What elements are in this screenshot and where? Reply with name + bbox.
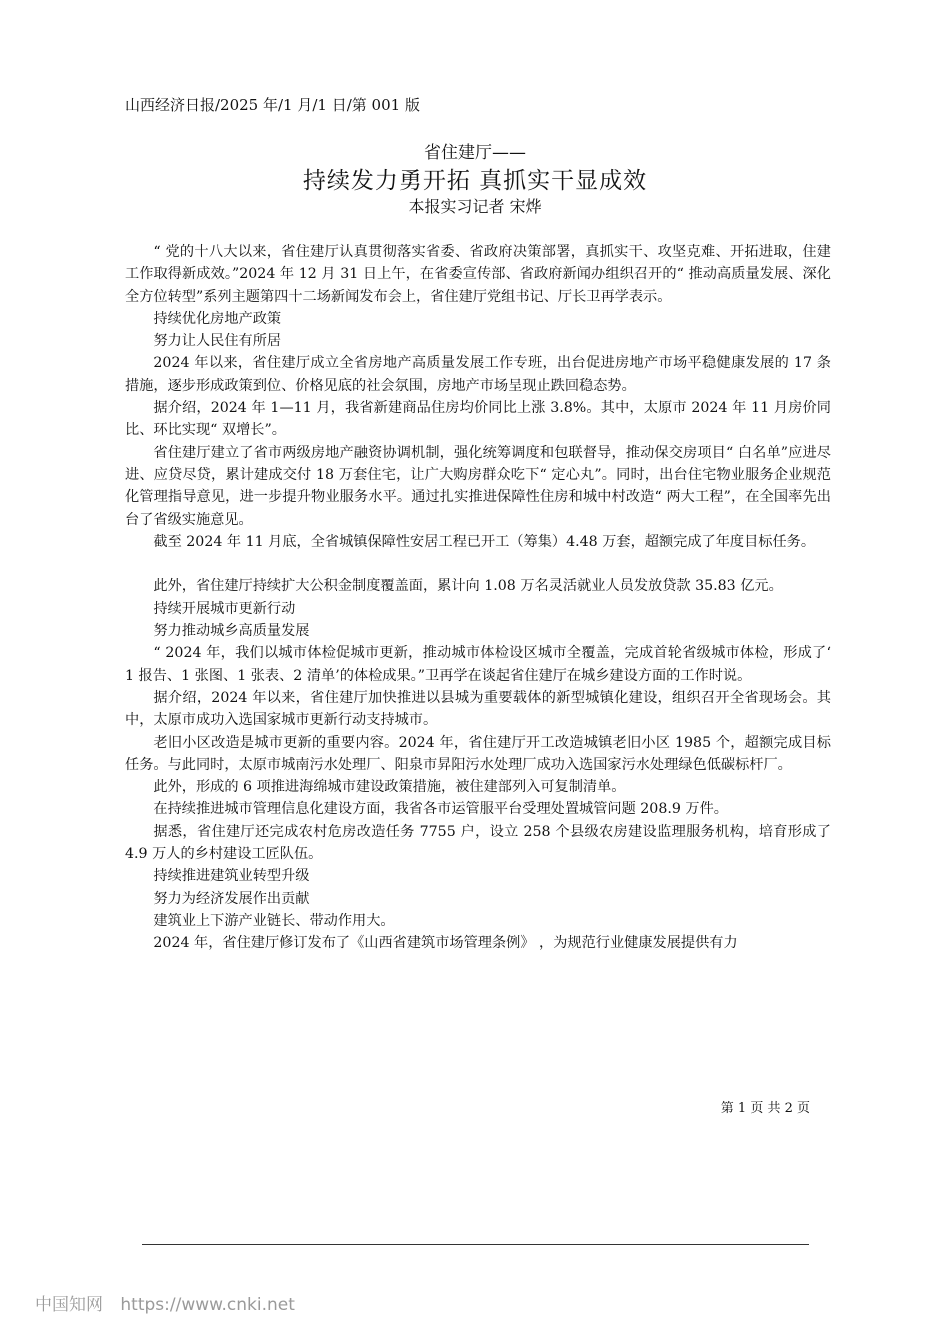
body-paragraph: 据悉，省住建厅还完成农村危房改造任务 7755 户，设立 258 个县级农房建设监理服务机构，培育形成了 4.9 万人的乡村建设工匠队伍。 bbox=[125, 823, 831, 863]
section-heading: 持续优化房地产政策 bbox=[153, 310, 282, 327]
footer-divider bbox=[142, 1244, 809, 1245]
body-paragraph: 此外，省住建厅持续扩大公积金制度覆盖面，累计向 1.08 万名灵活就业人员发放贷款 35.83 亿元。 bbox=[153, 578, 783, 595]
article-headline: 持续发力勇开拓 真抓实干显成效 bbox=[302, 168, 648, 194]
page-number-indicator: 第 1 页 共 2 页 bbox=[720, 1101, 810, 1116]
section-heading: 努力让人民住有所居 bbox=[153, 333, 282, 350]
body-paragraph: 截至 2024 年 11 月底，全省城镇保障性安居工程已开工（筹集）4.48 万套，超额完成了年度目标任务。 bbox=[153, 533, 816, 550]
article-kicker: 省住建厅—— bbox=[424, 143, 526, 163]
section-heading: 努力推动城乡高质量发展 bbox=[153, 623, 310, 640]
section-heading: 努力为经济发展作出贡献 bbox=[153, 890, 310, 907]
publication-source-line: 山西经济日报/2025 年/1 月/1 日/第 001 版 bbox=[125, 96, 420, 114]
body-paragraph: 建筑业上下游产业链长、带动作用大。 bbox=[153, 912, 395, 929]
body-paragraph: “ 党的十八大以来，省住建厅认真贯彻落实省委、省政府决策部署，真抓实干、攻坚克难、开拓进取，住建工作取得新成效。”2024 年 12 月 31 日上午，在省委宣传部、省政府新闻办组织召开的“ 推动高质量发展、深化全方位转型”系列主题第四十二场新闻发布会上，省住建厅党组书记、厅长卫再学表示。 bbox=[125, 244, 831, 305]
body-paragraph: 此外，形成的 6 项推进海绵城市建设政策措施，被住建部列入可复制清单。 bbox=[153, 779, 626, 796]
watermark-brand: 中国知网 bbox=[35, 1295, 103, 1315]
body-paragraph: 在持续推进城市管理信息化建设方面，我省各市运管服平台受理处置城管问题 208.9 万件。 bbox=[153, 801, 728, 818]
body-paragraph: 据介绍，2024 年 1—11 月，我省新建商品住房均价同比上涨 3.8%。其中，太原市 2024 年 11 月房价同比、环比实现“ 双增长”。 bbox=[125, 400, 831, 439]
cnki-watermark bbox=[35, 1294, 295, 1316]
watermark-url: https://www.cnki.net bbox=[120, 1295, 295, 1315]
body-paragraph: 省住建厅建立了省市两级房地产融资协调机制，强化统筹调度和包联督导，推动保交房项目“ 白名单”应进尽进、应贷尽贷，累计建成交付 18 万套住宅，让广大购房群众吃下“ 定心丸”。同时，出台住宅物业服务企业规范化管理指导意见，进一步提升物业服务水平。通过扎实推进保障性住房和城中村改造“ 两大工程”，在全国率先出台了省级实施意见。 bbox=[125, 444, 831, 528]
body-paragraph: “ 2024 年，我们以城市体检促城市更新，推动城市体检设区城市全覆盖，完成首轮省级城市体检，形成了‘ 1 报告、1 张图、1 张表、2 清单’的体检成果。”卫再学在谈起省住建厅在城乡建设方面的工作时说。 bbox=[125, 645, 831, 684]
body-paragraph: 据介绍，2024 年以来，省住建厅加快推进以县城为重要载体的新型城镇化建设，组织召开全省现场会。其中，太原市成功入选国家城市更新行动支持城市。 bbox=[125, 689, 831, 729]
article-byline: 本报实习记者 宋烨 bbox=[408, 197, 542, 216]
section-heading: 持续推进建筑业转型升级 bbox=[153, 868, 310, 885]
body-paragraph: 老旧小区改造是城市更新的重要内容。2024 年，省住建厅开工改造城镇老旧小区 1985 个，超额完成目标任务。与此同时，太原市城南污水处理厂、阳泉市昇阳污水处理厂成功入选国家污水处理绿色低碳标杆厂。 bbox=[125, 734, 831, 773]
body-paragraph: 2024 年以来，省住建厅成立全省房地产高质量发展工作专班，出台促进房地产市场平稳健康发展的 17 条措施，逐步形成政策到位、价格见底的社会氛围，房地产市场呈现止跌回稳态势。 bbox=[125, 355, 831, 394]
article-title-block bbox=[0, 141, 950, 218]
body-paragraph: 2024 年，省住建厅修订发布了《山西省建筑市场管理条例》 ，为规范行业健康发展提供有力 bbox=[153, 935, 738, 952]
section-heading: 持续开展城市更新行动 bbox=[153, 600, 296, 617]
blank-line bbox=[125, 553, 831, 575]
article-body bbox=[125, 241, 831, 955]
